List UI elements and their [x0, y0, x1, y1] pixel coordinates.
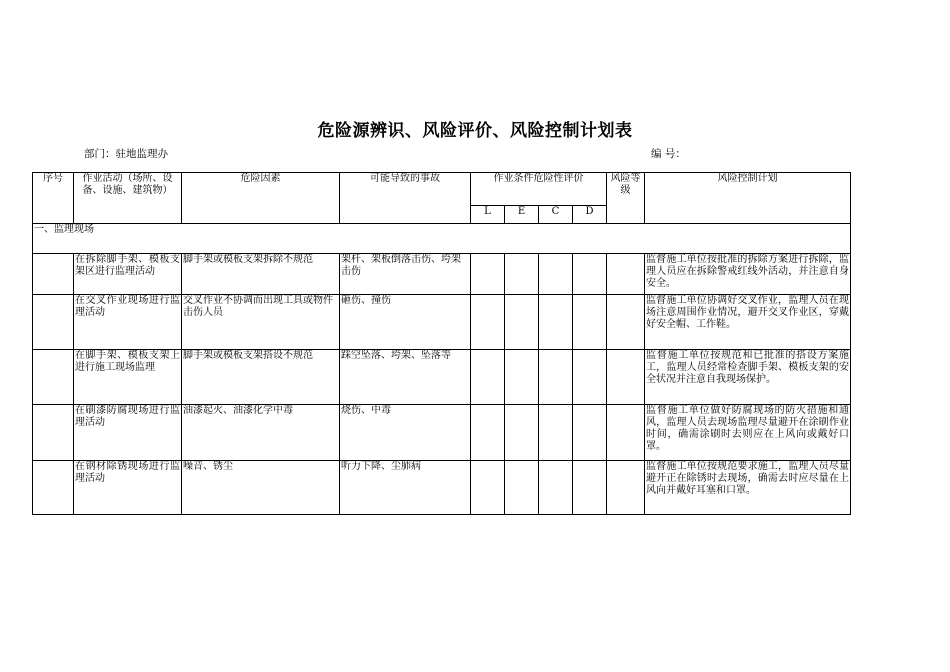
cell-c	[539, 295, 573, 350]
department-label: 部门：驻地监理办	[84, 148, 168, 160]
cell-accident: 烧伤、中毒	[340, 405, 471, 461]
table-row	[33, 295, 851, 350]
cell-l	[471, 461, 505, 515]
cell-hazard: 脚手架或模板支架搭设不规范	[182, 350, 340, 405]
cell-d	[573, 350, 607, 405]
cell-accident: 砸伤、撞伤	[340, 295, 471, 350]
cell-activity: 在拆除脚手架、模板支架区进行监理活动	[74, 254, 182, 295]
cell-control-plan: 监督施工单位按规范和已批准的搭设方案施工，监理人员经常检查脚手架、模板支架的安全状况并注意自我现场保护。	[645, 350, 851, 405]
cell-accident: 听力下降、尘肺病	[340, 461, 471, 515]
header-risk-level: 风险等级	[607, 173, 645, 224]
cell-e	[505, 461, 539, 515]
header-l: L	[471, 206, 505, 224]
hazard-risk-table	[32, 172, 851, 515]
cell-c	[539, 461, 573, 515]
cell-seq	[33, 350, 74, 405]
header-e: E	[505, 206, 539, 224]
cell-control-plan: 监督施工单位按规范要求施工，监理人员尽量避开正在除锈时去现场，确需去时应尽量在上风向并戴好耳塞和口罩。	[645, 461, 851, 515]
table-row	[33, 461, 851, 515]
cell-e	[505, 405, 539, 461]
table-row	[33, 350, 851, 405]
cell-accident: 踩空坠落、垮架、坠落等	[340, 350, 471, 405]
header-seq: 序号	[33, 173, 74, 224]
cell-c	[539, 254, 573, 295]
cell-risk-level	[607, 461, 645, 515]
cell-c	[539, 350, 573, 405]
header-accident: 可能导致的事故	[340, 173, 471, 224]
cell-c	[539, 405, 573, 461]
cell-l	[471, 254, 505, 295]
cell-hazard: 脚手架或模板支架拆除不规范	[182, 254, 340, 295]
header-c: C	[539, 206, 573, 224]
cell-l	[471, 295, 505, 350]
cell-d	[573, 405, 607, 461]
header-activity: 作业活动（场所、设备、设施、建筑物）	[74, 173, 182, 224]
cell-accident: 架杆、架板倒落击伤、垮架击伤	[340, 254, 471, 295]
cell-l	[471, 350, 505, 405]
cell-d	[573, 254, 607, 295]
cell-hazard: 交叉作业不协调而出现工具或物件击伤人员	[182, 295, 340, 350]
cell-e	[505, 254, 539, 295]
cell-control-plan: 监督施工单位按批准的拆除方案进行拆除，监理人员应在拆除警戒红线外活动，并注意自身安全。	[645, 254, 851, 295]
cell-seq	[33, 461, 74, 515]
cell-seq	[33, 254, 74, 295]
cell-e	[505, 350, 539, 405]
cell-seq	[33, 405, 74, 461]
cell-d	[573, 461, 607, 515]
section-title: 一、监理现场	[33, 224, 851, 254]
cell-activity: 在刷漆防腐现场进行监理活动	[74, 405, 182, 461]
cell-activity: 在交叉作业现场进行监理活动	[74, 295, 182, 350]
cell-control-plan: 监督施工单位协调好交叉作业，监理人员在现场注意周围作业情况，避开交叉作业区，穿戴好安全帽、工作鞋。	[645, 295, 851, 350]
cell-seq	[33, 295, 74, 350]
table-row	[33, 254, 851, 295]
cell-risk-level	[607, 254, 645, 295]
cell-risk-level	[607, 350, 645, 405]
cell-risk-level	[607, 405, 645, 461]
cell-risk-level	[607, 295, 645, 350]
cell-control-plan: 监督施工单位做好防腐现场的防火措施和通风，监理人员去现场监理尽量避开在涂刷作业时间，确需涂刷时去则应在上风向或戴好口罩。	[645, 405, 851, 461]
header-evaluation: 作业条件危险性评价	[471, 173, 607, 206]
cell-hazard: 油漆起火、油漆化学中毒	[182, 405, 340, 461]
cell-activity: 在钢材除锈现场进行监理活动	[74, 461, 182, 515]
header-hazard: 危险因素	[182, 173, 340, 224]
table-row	[33, 405, 851, 461]
page-title: 危险源辨识、风险评价、风险控制计划表	[317, 121, 633, 141]
cell-l	[471, 405, 505, 461]
number-label: 编 号：	[651, 148, 686, 160]
cell-hazard: 噪音、锈尘	[182, 461, 340, 515]
header-d: D	[573, 206, 607, 224]
cell-activity: 在脚手架、模板支架上进行施工现场监理	[74, 350, 182, 405]
cell-e	[505, 295, 539, 350]
header-control-plan: 风险控制计划	[645, 173, 851, 224]
cell-d	[573, 295, 607, 350]
